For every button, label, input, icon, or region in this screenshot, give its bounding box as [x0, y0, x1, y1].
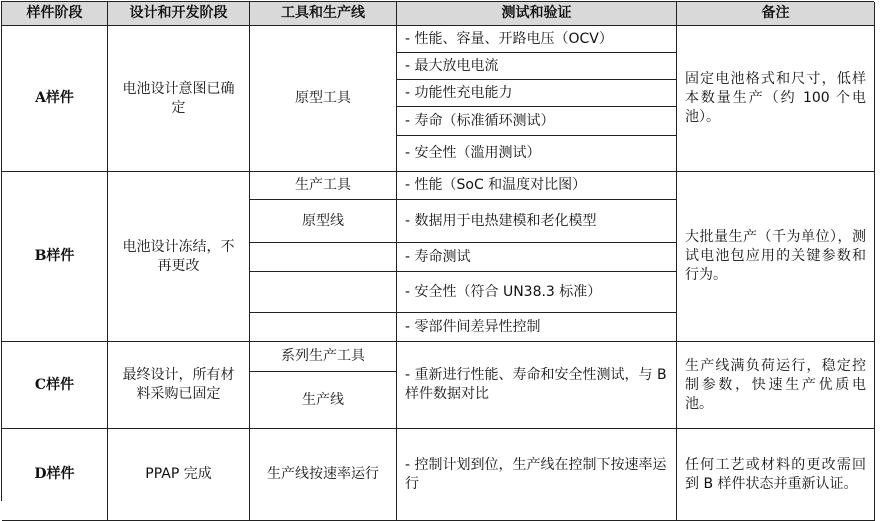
stage-a-test-4: - 寿命（标准循环测试） [397, 107, 677, 136]
stage-a-note: 固定电池格式和尺寸，低样本数量生产（约 100 个电池）。 [677, 26, 875, 172]
header-stage: 样件阶段 [2, 2, 108, 26]
stage-b-tool-1: 生产工具 [250, 172, 397, 200]
stage-d-test-1: - 控制计划到位，生产线在控制下按速率运行 [397, 429, 677, 521]
stage-d-note: 任何工艺或材料的更改需回到 B 样件状态并重新认证。 [677, 429, 875, 521]
stage-b-test-1: - 性能（SoC 和温度对比图） [397, 172, 677, 200]
stage-b-test-5: - 零部件间差异性控制 [397, 313, 677, 342]
stage-a-test-2: - 最大放电电流 [397, 53, 677, 80]
stage-b-tool-empty-1 [250, 243, 397, 272]
table-wrapper [1, 1, 874, 501]
stage-b-name: B样件 [2, 172, 108, 342]
stage-b-test-4: - 安全性（符合 UN38.3 标准） [397, 272, 677, 313]
stage-c-note: 生产线满负荷运行，稳定控制参数，快速生产优质电池。 [677, 342, 875, 429]
stage-c-test-1: - 重新进行性能、寿命和安全性测试，与 B 样件数据对比 [397, 342, 677, 429]
header-notes: 备注 [677, 2, 875, 26]
header-tests: 测试和验证 [397, 2, 677, 26]
stage-c-name: C样件 [2, 342, 108, 429]
stage-a-name: A样件 [2, 26, 108, 172]
stage-b-test-2: - 数据用于电热建模和老化模型 [397, 200, 677, 243]
stage-b-tool-2: 原型线 [250, 200, 397, 243]
stage-d-tool-1: 生产线按速率运行 [250, 429, 397, 521]
stage-b-tool-empty-2 [250, 272, 397, 313]
stage-c-tool-1: 系列生产工具 [250, 342, 397, 372]
stage-a-test-1: - 性能、容量、开路电压（OCV） [397, 26, 677, 53]
prototype-stages-table [1, 1, 874, 501]
stage-a-test-3: - 功能性充电能力 [397, 80, 677, 107]
stage-a-test-5: - 安全性（滥用测试） [397, 136, 677, 172]
header-design: 设计和开发阶段 [108, 2, 250, 26]
stage-b-test-3: - 寿命测试 [397, 243, 677, 272]
stage-d-name: D样件 [2, 429, 108, 521]
header-tools: 工具和生产线 [250, 2, 397, 26]
stage-b-design: 电池设计冻结，不再更改 [108, 172, 250, 342]
stage-a-tool: 原型工具 [250, 26, 397, 172]
stage-c-design: 最终设计，所有材料采购已固定 [108, 342, 250, 429]
stage-b-tool-empty-3 [250, 313, 397, 342]
stage-a-design: 电池设计意图已确定 [108, 26, 250, 172]
stage-c-tool-2: 生产线 [250, 372, 397, 429]
stage-b-note: 大批量生产（千为单位），测试电池包应用的关键参数和行为。 [677, 172, 875, 342]
stage-d-design: PPAP 完成 [108, 429, 250, 521]
